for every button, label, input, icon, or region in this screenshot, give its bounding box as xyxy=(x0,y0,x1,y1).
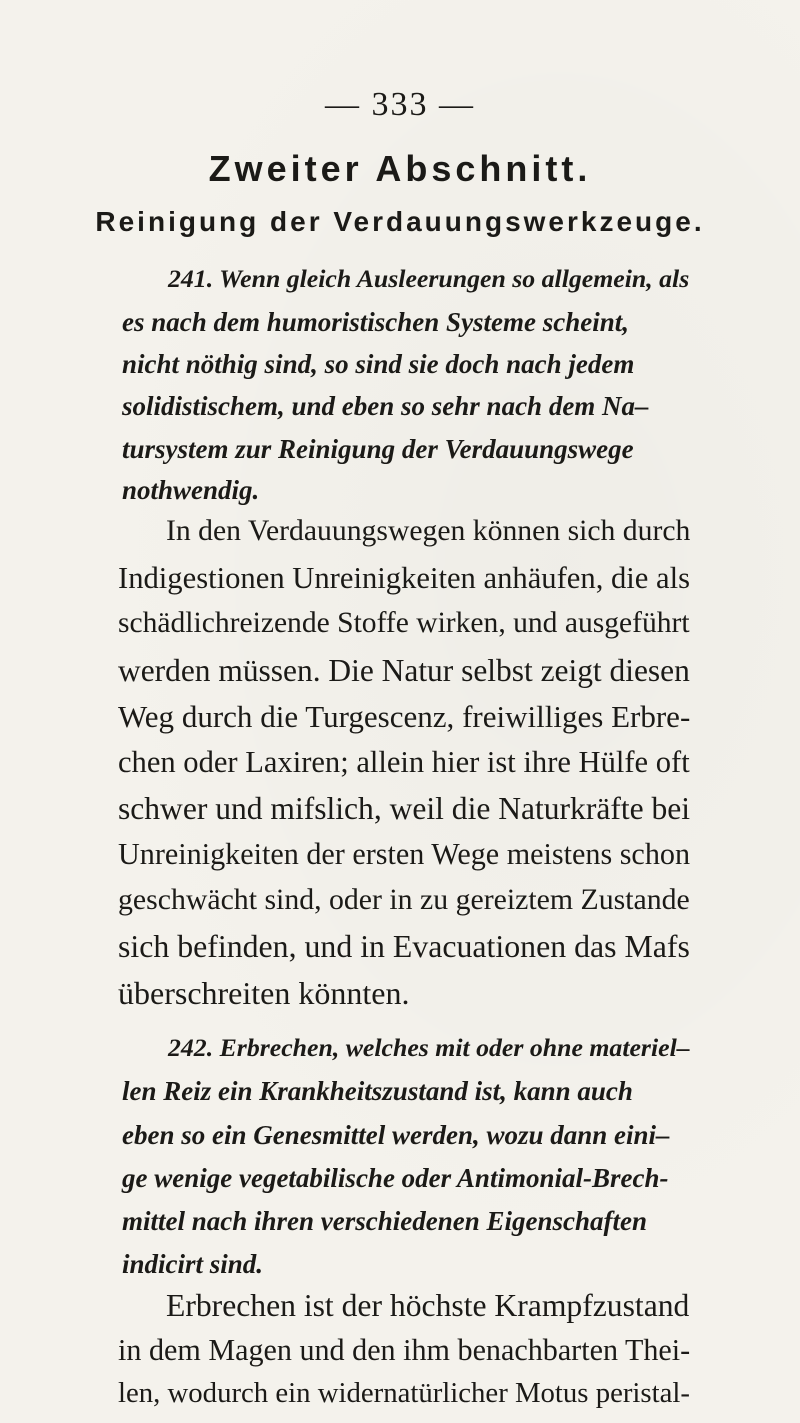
text-line: werden müssen. Die Natur selbst zeigt diesen xyxy=(118,653,690,688)
text-line: in dem Magen und den ihm benachbarten Thei- xyxy=(118,1333,691,1367)
text-line: tursystem zur Reinigung der Verdauungswege xyxy=(122,434,634,464)
text-line: Erbrechen ist der höchste Krampfzustand xyxy=(166,1288,690,1323)
text-line: indicirt sind. xyxy=(122,1249,264,1279)
text-line: len Reiz ein Krankheitszustand ist, kann auch xyxy=(122,1076,633,1106)
text-line: 242. Erbrechen, welches mit oder ohne materiel– xyxy=(168,1033,690,1062)
text-line: überschreiten könnten. xyxy=(118,975,410,1011)
text-line: len, wodurch ein widernatürlicher Motus peristal- xyxy=(118,1377,690,1409)
text-line: schädlichreizende Stoffe wirken, und ausgeführt xyxy=(118,607,690,639)
text-line: Weg durch die Turgescenz, freiwilliges Erbre- xyxy=(118,699,691,734)
page-number: — 333 — xyxy=(325,86,475,123)
text-line: nicht nöthig sind, so sind sie doch nach jedem xyxy=(122,349,635,379)
text-line: geschwächt sind, oder in zu gereiztem Zustande xyxy=(118,883,690,916)
text-line: chen oder Laxiren; allein hier ist ihre Hülfe oft xyxy=(118,745,690,779)
section-subtitle: Reinigung der Verdauungswerkzeuge. xyxy=(95,206,705,237)
text-line: schwer und mifslich, weil die Naturkräfte bei xyxy=(118,791,691,826)
text-line: Unreinigkeiten der ersten Wege meistens schon xyxy=(118,837,691,871)
text-line: sich befinden, und in Evacuationen das Mafs xyxy=(118,929,690,964)
text-line: In den Verdauungswegen können sich durch xyxy=(166,515,691,547)
text-line: eben so ein Genesmittel werden, wozu dann eini– xyxy=(122,1120,670,1150)
text-line: ge wenige vegetabilische oder Antimonial-Brech- xyxy=(122,1163,669,1193)
text-line: mittel nach ihren verschiedenen Eigenschaften xyxy=(122,1206,648,1236)
text-line: es nach dem humoristischen Systeme scheint, xyxy=(122,307,630,337)
text-line: 241. Wenn gleich Ausleerungen so allgemein, als xyxy=(168,264,690,293)
text-line: Indigestionen Unreinigkeiten anhäufen, die als xyxy=(118,561,691,595)
section-title: Zweiter Abschnitt. xyxy=(208,148,592,189)
text-line: nothwendig. xyxy=(122,475,260,505)
text-line: solidistischem, und eben so sehr nach dem Na– xyxy=(122,391,649,421)
